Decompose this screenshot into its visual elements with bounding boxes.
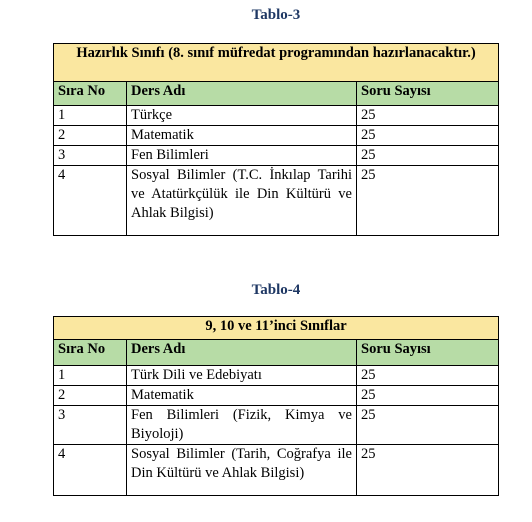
table-row bbox=[54, 166, 499, 236]
table-row bbox=[54, 406, 499, 445]
table-hazirlik-sinifi bbox=[53, 43, 499, 236]
question-count: 25 bbox=[357, 406, 499, 445]
course-name: Türkçe bbox=[127, 106, 357, 126]
column-header-soru-sayisi: Soru Sayısı bbox=[357, 340, 499, 366]
table-row bbox=[54, 126, 499, 146]
table-title: 9, 10 ve 11’inci Sınıflar bbox=[54, 317, 499, 340]
question-count: 25 bbox=[357, 445, 499, 496]
row-number: 1 bbox=[54, 366, 127, 386]
course-name: Sosyal Bilimler (T.C. İnkılap Tarihi ve Atatürkçülük ile Din Kültürü ve Ahlak Bilgisi) bbox=[127, 166, 357, 236]
table-caption-tablo-4: Tablo-4 bbox=[251, 282, 301, 298]
row-number: 2 bbox=[54, 126, 127, 146]
question-count: 25 bbox=[357, 386, 499, 406]
table-9-10-11-siniflar bbox=[53, 316, 499, 496]
question-count: 25 bbox=[357, 106, 499, 126]
table-caption-tablo-3: Tablo-3 bbox=[251, 7, 301, 23]
row-number: 2 bbox=[54, 386, 127, 406]
row-number: 4 bbox=[54, 445, 127, 496]
table-title-row bbox=[54, 317, 499, 340]
course-name: Matematik bbox=[127, 386, 357, 406]
column-header-soru-sayisi: Soru Sayısı bbox=[357, 82, 499, 106]
row-number: 3 bbox=[54, 406, 127, 445]
course-name: Matematik bbox=[127, 126, 357, 146]
row-number: 3 bbox=[54, 146, 127, 166]
table-title: Hazırlık Sınıfı (8. sınıf müfredat programından hazırlanacaktır.) bbox=[54, 44, 499, 82]
column-header-sira-no: Sıra No bbox=[54, 340, 127, 366]
table-row bbox=[54, 366, 499, 386]
table-title-row bbox=[54, 44, 499, 82]
table-row bbox=[54, 146, 499, 166]
course-name: Türk Dili ve Edebiyatı bbox=[127, 366, 357, 386]
column-header-ders-adi: Ders Adı bbox=[127, 340, 357, 366]
table-row bbox=[54, 445, 499, 496]
course-name: Sosyal Bilimler (Tarih, Coğrafya ile Din Kültürü ve Ahlak Bilgisi) bbox=[127, 445, 357, 496]
course-name: Fen Bilimleri bbox=[127, 146, 357, 166]
question-count: 25 bbox=[357, 366, 499, 386]
question-count: 25 bbox=[357, 166, 499, 236]
table-row bbox=[54, 106, 499, 126]
course-name: Fen Bilimleri (Fizik, Kimya ve Biyoloji) bbox=[127, 406, 357, 445]
table-header-row bbox=[54, 82, 499, 106]
row-number: 4 bbox=[54, 166, 127, 236]
question-count: 25 bbox=[357, 126, 499, 146]
table-header-row bbox=[54, 340, 499, 366]
column-header-sira-no: Sıra No bbox=[54, 82, 127, 106]
column-header-ders-adi: Ders Adı bbox=[127, 82, 357, 106]
row-number: 1 bbox=[54, 106, 127, 126]
table-row bbox=[54, 386, 499, 406]
question-count: 25 bbox=[357, 146, 499, 166]
